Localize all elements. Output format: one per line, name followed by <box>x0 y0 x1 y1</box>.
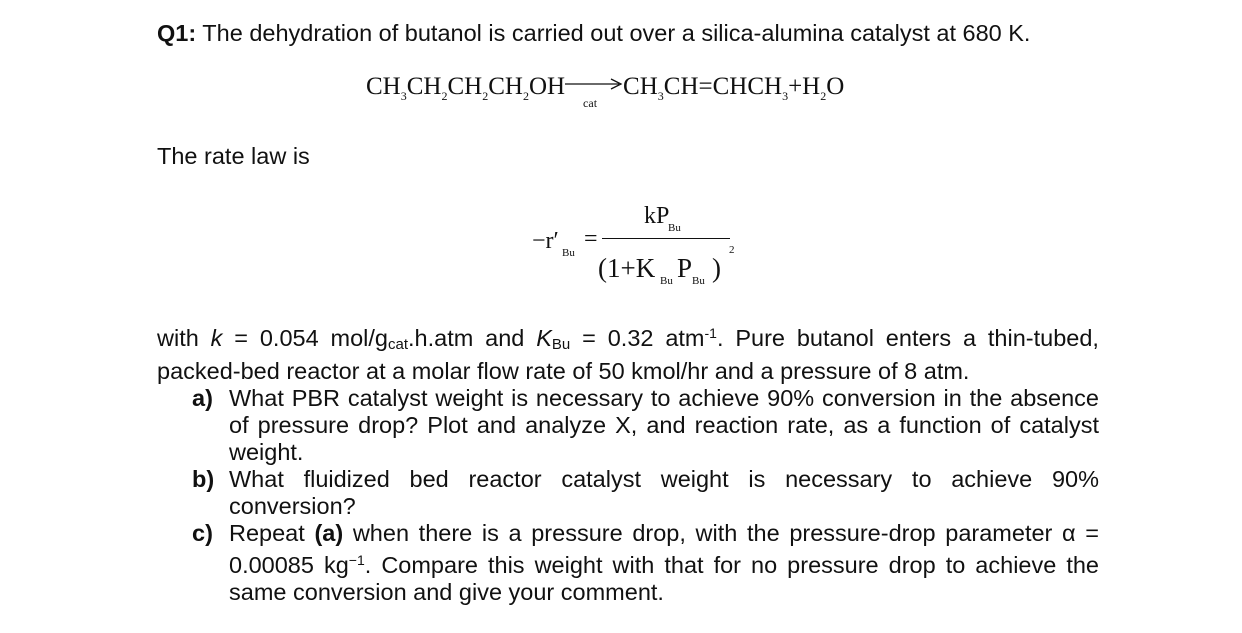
reactant-part: CH <box>406 73 442 100</box>
part-text <box>229 520 1099 605</box>
question-label: Q1: <box>157 20 197 46</box>
paragraph-text: with <box>157 325 211 351</box>
k-symbol: k <box>210 325 223 351</box>
reactant-part: CH <box>366 73 401 100</box>
rate-denominator-p: P <box>677 253 693 283</box>
rate-p-sub: Bu <box>692 275 705 287</box>
question-parts <box>157 385 1099 606</box>
rate-denominator-close: ) <box>712 253 721 283</box>
paragraph-text: . Pure butanol enters a thin-tubed, packed-bed reactor at a molar flow rate of 50 kmol/hr and a pressure of 8 atm. <box>157 325 1099 384</box>
problem-body <box>157 320 1099 606</box>
part-text-segment: . Compare this weight with that for no pressure drop to achieve the same conversion and give your comment. <box>229 552 1100 605</box>
part-a <box>157 385 1099 466</box>
atm-exponent: -1 <box>704 325 717 341</box>
reaction-arrow <box>565 72 623 110</box>
catalyst-label: cat <box>583 96 598 110</box>
right-arrow-icon <box>565 78 623 90</box>
rate-denominator-open: (1+K <box>598 253 656 283</box>
reactant-part: OH <box>528 73 566 100</box>
part-text: What fluidized bed reactor catalyst weight is necessary to achieve 90% conversion? <box>229 466 1099 519</box>
cat-subscript: cat <box>387 336 408 353</box>
product-sub: 3 <box>657 89 664 103</box>
part-label: b) <box>192 466 215 492</box>
part-b <box>157 466 1099 520</box>
rate-equation <box>532 200 762 300</box>
product-sub: 3 <box>782 89 789 103</box>
rate-lhs-sub: Bu <box>562 247 575 259</box>
paragraph-text: = 0.054 mol/g <box>222 325 388 351</box>
reactant-sub: 2 <box>482 89 489 103</box>
reactant-part: CH <box>488 73 523 100</box>
K-subscript: Bu <box>551 336 571 353</box>
product-sub: 2 <box>820 89 827 103</box>
part-text: What PBR catalyst weight is necessary to achieve 90% conversion in the absence of pressure drop? Plot and analyze X, and reaction rate, as a function of catalyst weight. <box>229 385 1099 465</box>
product-part: +H <box>788 73 821 100</box>
rate-numerator-sub: Bu <box>668 222 681 234</box>
question-title: The dehydration of butanol is carried out over a silica-alumina catalyst at 680 K. <box>202 20 1031 46</box>
K-symbol: K <box>536 325 552 351</box>
rate-numerator: kP <box>644 203 670 229</box>
rate-lhs: −r′ <box>532 228 559 254</box>
reactant-part: CH <box>447 73 483 100</box>
rate-equals: = <box>584 226 598 252</box>
part-text-segment: when there is a pressure drop, with the pressure-drop parameter α = 0.00085 kg <box>229 520 1099 578</box>
problem-paragraph <box>157 320 1099 385</box>
product-part: CH <box>623 73 658 100</box>
kg-exponent: −1 <box>348 552 365 568</box>
reactant-sub: 2 <box>441 89 448 103</box>
reaction-equation <box>366 72 845 110</box>
paragraph-text: .h.atm and <box>408 325 537 351</box>
reactant-sub: 2 <box>522 89 529 103</box>
part-label: a) <box>192 385 213 411</box>
product-part: O <box>826 73 845 100</box>
fraction-bar <box>602 238 730 239</box>
part-label: c) <box>192 520 213 546</box>
part-text-segment: Repeat <box>229 520 315 546</box>
rate-k-sub: Bu <box>660 275 673 287</box>
reactant-sub: 3 <box>400 89 407 103</box>
question-heading <box>157 20 1030 47</box>
rate-law-label: The rate law is <box>157 143 310 169</box>
rate-exponent: 2 <box>729 244 735 256</box>
product-part: CH=CHCH <box>663 73 783 100</box>
part-c <box>157 520 1099 606</box>
paragraph-text: = 0.32 atm <box>570 325 705 351</box>
part-reference: (a) <box>314 520 344 546</box>
